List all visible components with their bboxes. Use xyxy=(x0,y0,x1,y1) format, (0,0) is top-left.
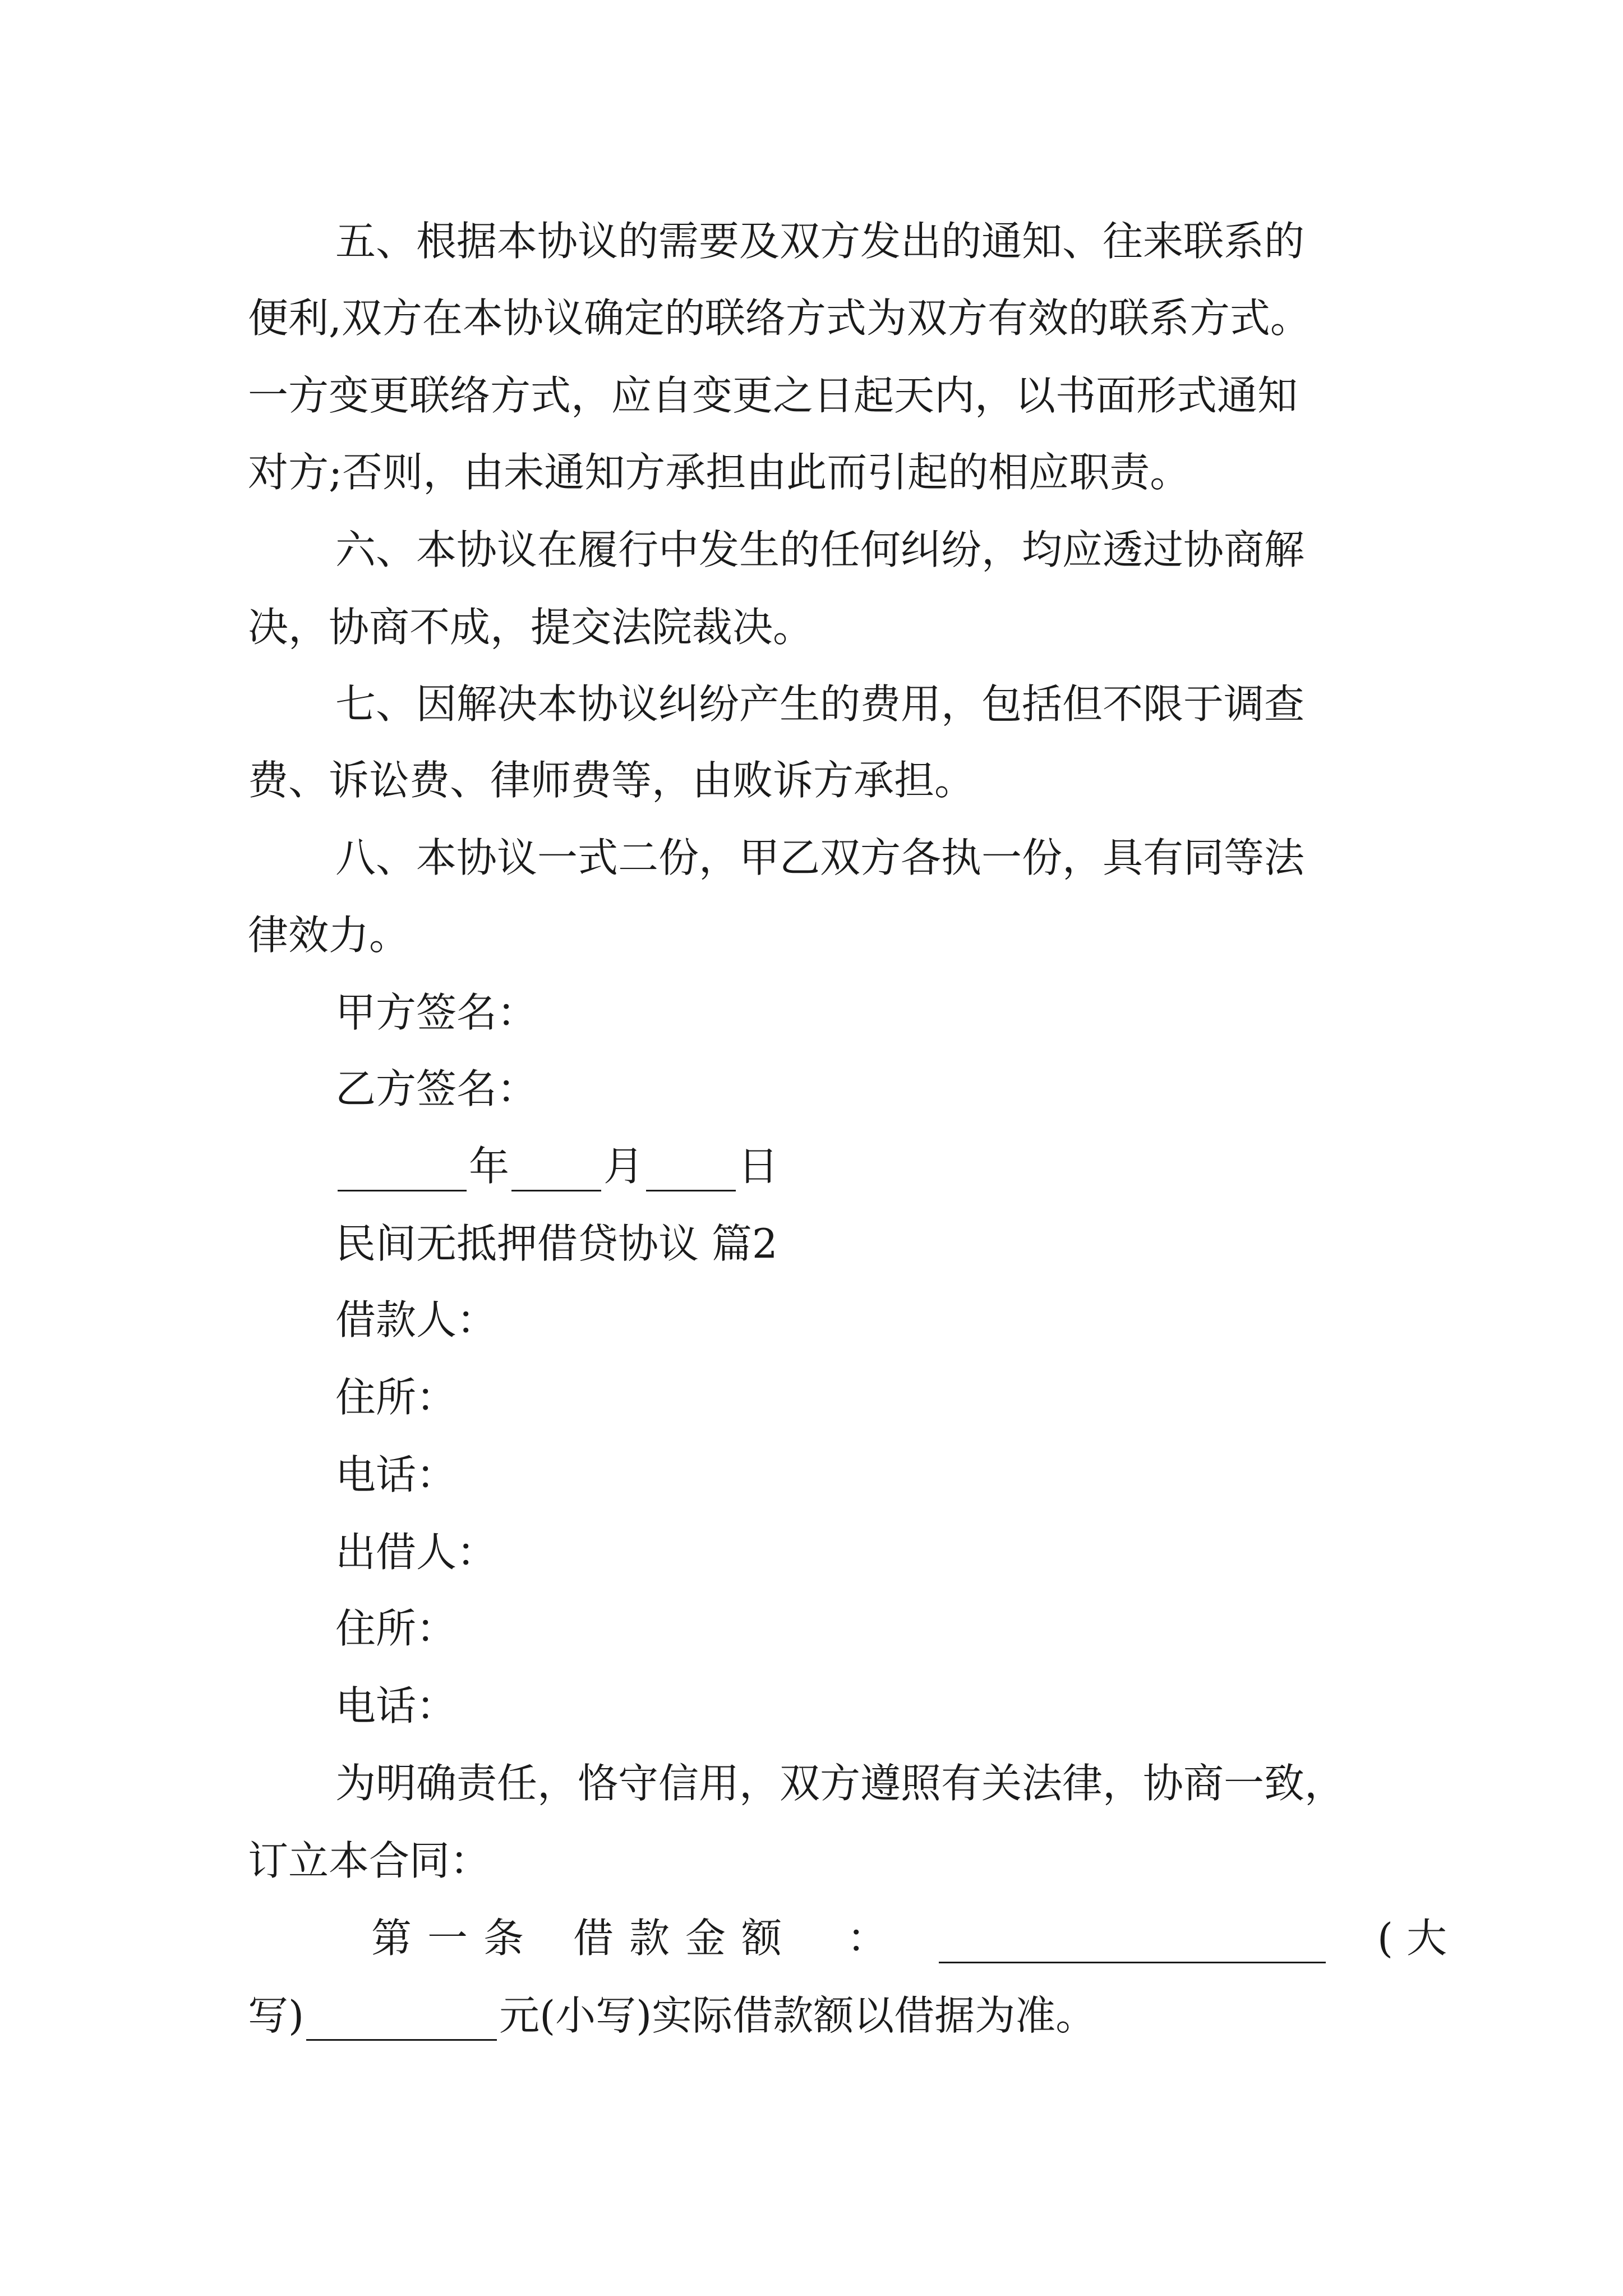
paragraph-5-line-1: 五、根据本协议的需要及双方发出的通知、往来联系的 xyxy=(335,218,1305,265)
article-1-label: 借款金额 xyxy=(573,1915,797,1962)
article-1-line-1 xyxy=(371,1913,1460,1963)
amount-lower-blank[interactable] xyxy=(306,2000,497,2041)
article-1-heading xyxy=(371,1913,797,1963)
paragraph-7-line-1: 七、因解决本协议纠纷产生的费用，包括但不限于调查 xyxy=(335,680,1305,728)
article-1-colon: ： xyxy=(846,1915,887,1962)
day-label: 日 xyxy=(738,1143,779,1190)
party-b-signature: 乙方签名： xyxy=(335,1065,538,1112)
borrower-label: 借款人： xyxy=(335,1296,497,1343)
section-2-title: 民间无抵押借贷协议 篇2 xyxy=(335,1220,778,1267)
paragraph-8-line-1: 八、本协议一式二份，甲乙双方各执一份，具有同等法 xyxy=(335,834,1305,881)
month-blank[interactable] xyxy=(511,1151,601,1191)
year-blank[interactable] xyxy=(338,1151,467,1191)
article-1-line-2 xyxy=(248,1990,1096,2041)
article-1-number: 第一条 xyxy=(371,1915,540,1962)
month-label: 月 xyxy=(603,1143,644,1190)
lender-phone-label: 电话： xyxy=(335,1682,457,1729)
lender-address-label: 住所： xyxy=(335,1605,457,1652)
year-label: 年 xyxy=(469,1143,510,1190)
paragraph-5-line-2: 便利,双方在本协议确定的联络方式为双方有效的联系方式。 xyxy=(248,295,1311,342)
borrower-phone-label: 电话： xyxy=(335,1451,457,1498)
borrower-address-label: 住所： xyxy=(335,1374,457,1421)
intro-line-2: 订立本合同： xyxy=(248,1837,491,1884)
intro-line-1: 为明确责任，恪守信用，双方遵照有关法律，协商一致， xyxy=(335,1760,1345,1807)
day-blank[interactable] xyxy=(646,1151,736,1191)
party-a-signature: 甲方签名： xyxy=(335,989,538,1036)
paragraph-7-line-2: 费、诉讼费、律师费等，由败诉方承担。 xyxy=(248,757,975,804)
amount-upper-blank[interactable] xyxy=(939,1922,1326,1963)
article-1-upper-open: (大 xyxy=(1377,1915,1460,1962)
paragraph-5-line-3: 一方变更联络方式，应自变更之日起天内，以书面形式通知 xyxy=(248,372,1298,419)
paragraph-6-line-1: 六、本协议在履行中发生的任何纠纷，均应透过协商解 xyxy=(335,526,1305,573)
paragraph-6-line-2: 决，协商不成，提交法院裁决。 xyxy=(248,604,814,651)
lender-label: 出借人： xyxy=(335,1529,497,1576)
paragraph-5-line-4: 对方;否则，由未通知方承担由此而引起的相应职责。 xyxy=(248,449,1191,496)
paragraph-8-line-2: 律效力。 xyxy=(248,912,410,959)
article-1-unit-text: 元(小写)实际借款额以借据为准。 xyxy=(499,1992,1096,2039)
article-1-upper-close: 写) xyxy=(248,1992,305,2039)
signature-date xyxy=(335,1141,778,1191)
